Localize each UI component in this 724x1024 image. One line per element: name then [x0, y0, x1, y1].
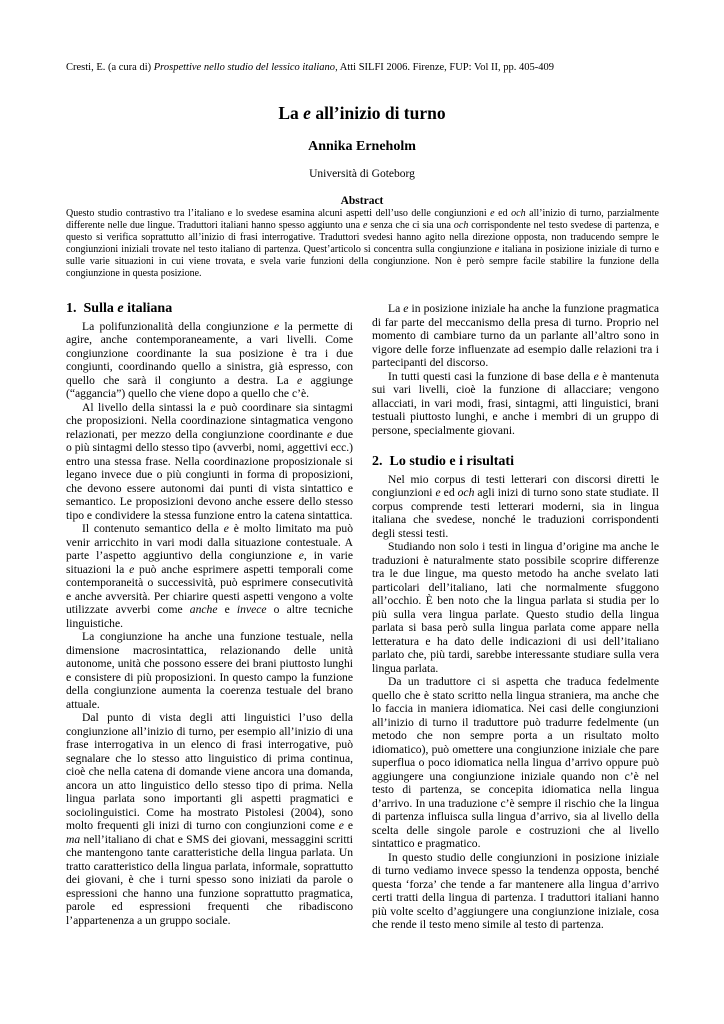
italic-term: e [298, 549, 304, 562]
abstract-heading: Abstract [340, 195, 384, 207]
italic-term: e [363, 220, 368, 231]
paragraph: In tutti questi casi la funzione di base della e è mantenuta sui vari livelli, cioè la funzione di allacciare; vengono allacciati, in vari modi, frasi, sintagmi, atti linguistici, brani testuali piuttosto lunghi, e anche i membri di un gruppo di persone, specialmente giovani. [372, 369, 659, 437]
italic-term: e [297, 373, 303, 387]
italic-term: invece [236, 603, 267, 616]
paragraph: Studiando non solo i testi in lingua d’origine ma anche le traduzioni è naturalmente stato possibile scoprire differenze tra le due lingue, ma questo metodo ha anche svelato lati particolari dell’italiano, lati che normalmente sfuggono all’occhio. È ben noto che la lingua parlata si studia per lo più sulla vera lingua parlate. Questo studio della lingua parlata si basa però sulla lingua parlata come appare nella letteratura e ha dato delle indicazioni di usi dell’italiano parlato che, più tardi, sarebbe interessante studiare sulla vera lingua parlata. [372, 540, 659, 675]
italic-term: e [435, 486, 441, 499]
italic-term: ma [66, 832, 81, 846]
citation-header [66, 62, 666, 73]
section-1-title-pre: Sulla [83, 301, 118, 316]
section-2-heading [372, 455, 659, 469]
paragraph: Nel mio corpus di testi letterari con discorsi diretti le congiunzioni e ed och agli inizi di turno sono state studiate. Il corpus comprende testi letterari moderni, sia in lingua italiana che svedese, nonché le traduzioni corrispondenti degli stessi testi. [372, 472, 659, 540]
italic-term: e [338, 819, 344, 832]
citation-pre: Cresti, E. (a cura di) [66, 62, 154, 73]
italic-term: och [457, 486, 475, 499]
italic-term: e [327, 427, 333, 441]
section-2-title: Lo studio e i risultati [389, 454, 514, 469]
paragraph: Il contenuto semantico della e è molto limitato ma può venir arricchito in vari modi dalla situazione contestuale. A parte l’aspetto aggiuntivo della congiunzione e, in varie situazioni la e può anche esprimere aspetti temporali come contemporaneità o successività, può esprimere consecutività e anche avversità. Per chiarire questi aspetti vengono a volte utilizzate avverbi come anche e invece o altre tecniche linguistiche. [66, 522, 353, 630]
author-name: Annika Erneholm [308, 139, 416, 154]
section-1-heading [66, 302, 353, 316]
right-column [372, 302, 659, 932]
paragraph: La polifunzionalità della congiunzione e la permette di agire, anche contemporaneamente, a vari livelli. Come congiunzione coordinante la sua posizione è tra i due congiunti, coordinando quello a sinistra, già espresso, con quello che sarà il congiunto a destra. La e aggiunge (“aggancia”) quello che viene dopo a quello che c’è. [66, 319, 354, 400]
italic-term: och [453, 220, 469, 231]
section-1-title-em: e [117, 301, 124, 316]
section-2-number: 2. [372, 454, 383, 469]
italic-term: e [494, 244, 500, 255]
left-column [66, 302, 353, 927]
title-em: e [303, 103, 311, 123]
paragraph: Al livello della sintassi la e può coordinare sia sintagmi che proposizioni. Nella coordinazione sintagmatica vengono relazionati, per mezzo della congiunzione coordinante e due o più sintagmi dello stesso tipo (avverbi, nomi, aggettivi ecc.) entro una stessa frase. Nella coordinazione proposizionale si legano invece due o più congiunti in forma di proposizioni, che devono essere autonomi dai punti di vista sintattico e semantico. Le proposizioni devono anche essere dello stesso tipo e condividere la stessa funzione entro la catena sintattica. [66, 400, 353, 522]
section-1-title-post: italiana [123, 301, 173, 316]
paper-title [0, 103, 724, 124]
italic-term: e [490, 208, 495, 219]
citation-book-title: Prospettive nello studio del lessico italiano [153, 62, 336, 73]
paragraph: La e in posizione iniziale ha anche la funzione pragmatica di far parte del meccanismo della presa di turno. Proprio nel momento di cambiare turno da un parlante all’altro sono in vigore delle forze influenzate ad esempio dalle relazioni tra i partecipanti del discorso. [372, 302, 659, 369]
citation-post: , Atti SILFI 2006. Firenze, FUP: Vol II, pp. 405-409 [335, 62, 555, 73]
italic-term: och [511, 208, 526, 219]
affiliation: Università di Goteborg [309, 168, 415, 180]
paragraph: In questo studio delle congiunzioni in posizione iniziale di turno vediamo invece spesso la tendenza opposta, benché questa ‘forza’ che tende a far mantenere alla lingua d’arrivo certi tratti della lingua di partenza. I traduttori italiani hanno più volte scelto d’aggiungere una congiunzione iniziale, cosa che rende il testo meno simile al testo di partenza. [372, 850, 659, 931]
title-pre: La [278, 103, 304, 123]
italic-term: e [593, 369, 599, 383]
title-post: all’inizio di turno [310, 103, 446, 123]
italic-term: e [223, 522, 229, 535]
abstract-body: Questo studio contrastivo tra l’italiano e lo svedese esamina alcuni aspetti dell’uso delle congiunzioni e ed och all’inizio di turno, parzialmente differente nelle due lingue. Traduttori italiani hanno spesso aggiunto una e senza che ci sia una och corrispondente nel testo svedese di partenza, e questo si verifica soprattutto all’inizio di frasi interrogative. Traduttori svedesi hanno agito nella direzione opposta, non traducendo sempre le congiunzioni iniziali trovate nel testo italiano di partenza. Quest’articolo si concentra sulla congiunzione e italiana in posizione iniziale di turno e sulle varie situazioni in cui viene trovata, e svela varie funzioni della congiunzione. Non è però sempre facile stabilire la funzione della congiunzione in questa posizione. [66, 208, 659, 279]
paragraph: Dal punto di vista degli atti linguistici l’uso della congiunzione all’inizio di turno, per esempio all’inizio di una frase interrogativa in un elenco di frasi interrogative, può segnalare che lo stesso atto linguistico di prima continua, cioè che nella catena di domande viene ancora una domanda, ancora un atto linguistico dello stesso tipo di prima. Nella lingua parlata sono importanti gli aspetti pragmatici e sociolinguistici. Come ha mostrato Pistolesi (2004), sono molto frequenti gli inizi di turno con congiunzioni come e e ma nell’italiano di chat e SMS dei giovani, messaggini scritti che mantengono tante caratteristiche della lingua parlata. Un tratto caratteristico della lingua parlata, informale, soprattutto dei giovani, è che i turni spesso sono iniziati da parole o espressioni che hanno una funzione soprattutto pragmatica, parole ed espressioni frequenti che ribadiscono l’appartenenza a un gruppo sociale. [66, 711, 354, 927]
paragraph: Da un traduttore ci si aspetta che traduca fedelmente quello che è stato scritto nella lingua straniera, ma anche che lo faccia in maniera idiomatica. Nei casi delle congiunzioni all’inizio di turno il traduttore può tradurre fedelmente (un metodo che non sempre porta a un risultato molto idiomatico), può omettere una congiunzione iniziale che pare superflua o poco idiomatica nella lingua d’arrivo oppure può aggiungere una congiunzione iniziale quando non c’è nel testo di partenza, se concepita idiomatica nella lingua d’arrivo. In una traduzione c’è sempre il rischio che la lingua di partenza influisca sulla lingua d’arrivo, sia al livello della scelta delle singole parole e costruzioni che al livello sintattico e pragmatico. [372, 675, 659, 850]
italic-term: e [273, 319, 280, 333]
italic-term: e [129, 562, 135, 576]
section-1-number: 1. [66, 301, 77, 316]
italic-term: anche [189, 603, 218, 616]
italic-term: e [403, 302, 409, 315]
italic-term: e [210, 400, 216, 414]
paragraph: La congiunzione ha anche una funzione testuale, nella dimensione macrosintattica, relazionando delle unità autonome, unità che possono essere dei brani piuttosto lunghi e consistere di più proposizioni. In questo campo la funzione della congiunzione aumenta la coerenza testuale del brano attuale. [66, 630, 353, 711]
